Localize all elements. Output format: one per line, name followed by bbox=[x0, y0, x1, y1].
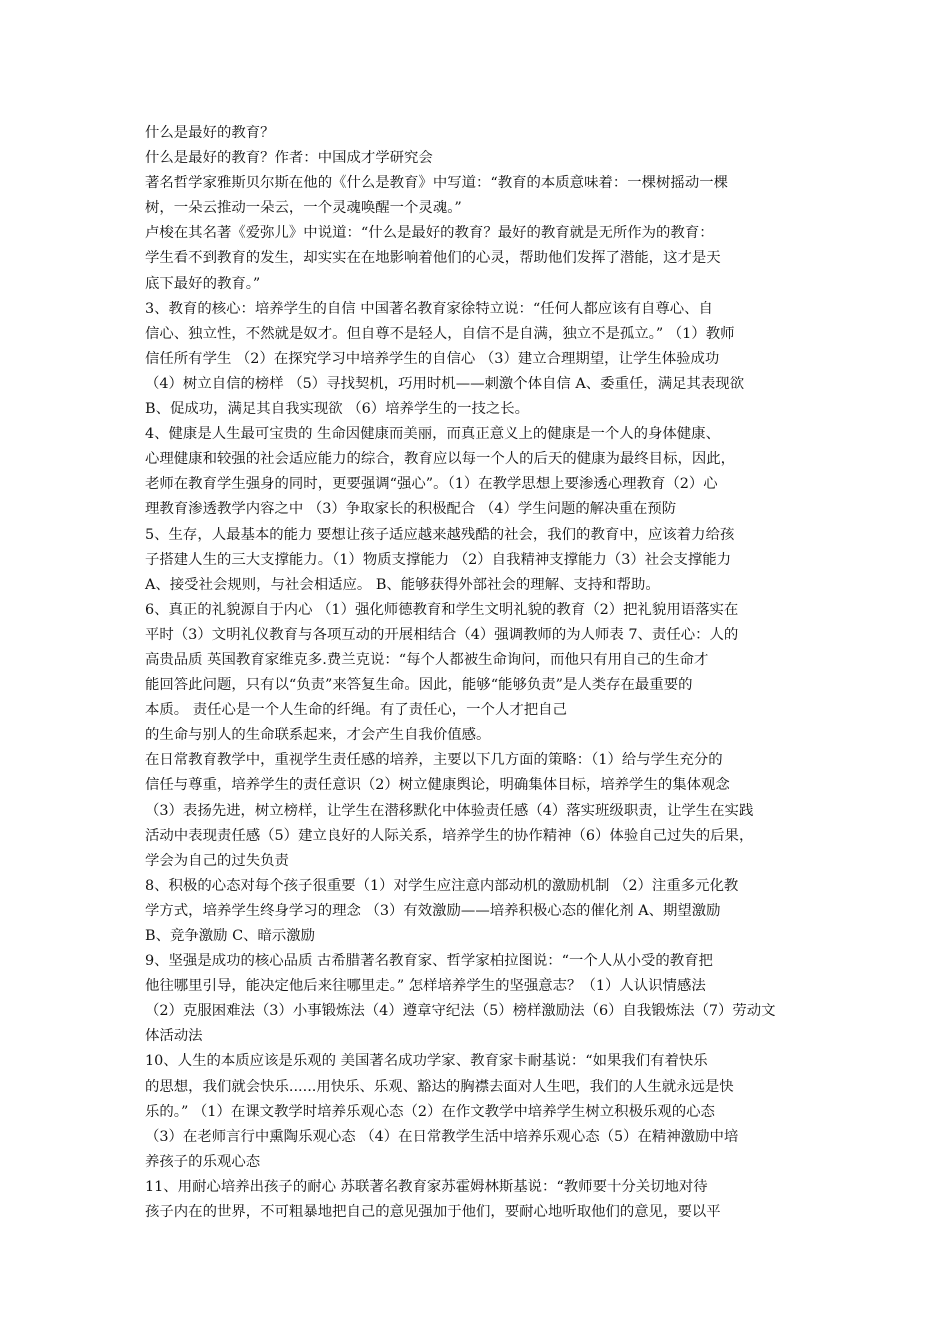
text-line: B、竞争激励 C、暗示激励 bbox=[145, 928, 316, 944]
text-line: 能回答此问题，只有以“负责”来答复生命。因此，能够“能够负责”是人类存在最重要的 bbox=[145, 677, 693, 694]
text-line: A、接受社会规则，与社会相适应。 B、能够获得外部社会的理解、支持和帮助。 bbox=[145, 576, 660, 593]
text-line: 理教育渗透教学内容之中 （3）争取家长的积极配合 （4）学生问题的解决重在预防 bbox=[145, 501, 677, 518]
text-line: 3、教育的核心：培养学生的自信 中国著名教育家徐特立说：“任何人都应该有自尊心、自 bbox=[145, 300, 713, 317]
document-title: 什么是最好的教育？ bbox=[145, 125, 275, 141]
text-line: （3）在老师言行中熏陶乐观心态 （4）在日常教学生活中培养乐观心态（5）在精神激励中培 bbox=[145, 1128, 739, 1145]
text-line: 平时（3）文明礼仪教育与各项互动的开展相结合（4）强调教师的为人师表 7、责任心：人的 bbox=[145, 626, 739, 643]
text-line: 底下最好的教育。” bbox=[145, 275, 261, 292]
text-line: B、促成功，满足其自我实现欲 （6）培养学生的一技之长。 bbox=[145, 401, 530, 418]
text-line: 4、健康是人生最可宝贵的 生命因健康而美丽，而真正意义上的健康是一个人的身体健康、 bbox=[145, 426, 720, 443]
text-line: 著名哲学家雅斯贝尔斯在他的《什么是教育》中写道：“教育的本质意味着：一棵树摇动一棵 bbox=[145, 175, 728, 192]
text-line: 10、人生的本质应该是乐观的 美国著名成功学家、教育家卡耐基说：“如果我们有着快乐 bbox=[145, 1053, 708, 1070]
text-line: 子搭建人生的三大支撑能力。（1）物质支撑能力 （2）自我精神支撑能力（3）社会支撑能力 bbox=[145, 551, 732, 568]
text-line: 乐的。” （1）在课文教学时培养乐观心态（2）在作文教学中培养学生树立积极乐观的心态 bbox=[145, 1103, 715, 1120]
text-line: 5、生存，人最基本的能力 要想让孩子适应越来越残酷的社会，我们的教育中，应该着力给孩 bbox=[145, 526, 735, 543]
text-line: 的生命与别人的生命联系起来，才会产生自我价值感。 bbox=[145, 727, 491, 744]
text-line: 他往哪里引导，能决定他后来往哪里走。” 怎样培养学生的坚强意志？（1）人认识情感法 bbox=[145, 978, 706, 995]
text-line: 信心、独立性，不然就是奴才。但自尊不是轻人，自信不是自满，独立不是孤立。” （1）教师 bbox=[145, 325, 735, 342]
text-line: 在日常教育教学中，重视学生责任感的培养，主要以下几方面的策略：（1）给与学生充分的 bbox=[145, 752, 723, 769]
text-line: 活动中表现责任感（5）建立良好的人际关系，培养学生的协作精神（6）体验自己过失的后果， bbox=[145, 827, 754, 844]
text-line: 11、用耐心培养出孩子的耐心 苏联著名教育家苏霍姆林斯基说：“教师要十分关切地对待 bbox=[145, 1178, 708, 1195]
text-line: 高贵品质 英国教育家维克多.费兰克说：“每个人都被生命询问，而他只有用自己的生命才 bbox=[145, 651, 709, 668]
text-line: 信任所有学生 （2）在探究学习中培养学生的自信心 （3）建立合理期望，让学生体验成功 bbox=[145, 350, 720, 367]
text-line: 卢梭在其名著《爱弥儿》中说道：“什么是最好的教育？最好的教育就是无所作为的教育： bbox=[145, 225, 714, 242]
text-line: 8、积极的心态对每个孩子很重要（1）对学生应注意内部动机的激励机制 （2）注重多元化教 bbox=[145, 877, 739, 894]
text-line: 信任与尊重，培养学生的责任意识（2）树立健康舆论，明确集体目标，培养学生的集体观念 bbox=[145, 777, 730, 794]
text-line: 树，一朵云推动一朵云，一个灵魂唤醒一个灵魂。” bbox=[145, 200, 462, 217]
text-line: 孩子内在的世界，不可粗暴地把自己的意见强加于他们，要耐心地听取他们的意见，要以平 bbox=[145, 1204, 721, 1221]
text-line: 什么是最好的教育？作者：中国成才学研究会 bbox=[145, 150, 433, 167]
text-line: （2）克服困难法（3）小事锻炼法（4）遵章守纪法（5）榜样激励法（6）自我锻炼法（7）劳动文 bbox=[145, 1003, 776, 1020]
text-line: 6、真正的礼貌源自于内心 （1）强化师德教育和学生文明礼貌的教育（2）把礼貌用语落实在 bbox=[145, 601, 739, 618]
text-line: 学会为自己的过失负责 bbox=[145, 852, 289, 869]
text-line: 体活动法 bbox=[145, 1028, 203, 1045]
text-line: （4）树立自信的榜样 （5）寻找契机，巧用时机——刺激个体自信 A、委重任，满足其表现欲 bbox=[145, 375, 745, 392]
text-line: 老师在教育学生强身的同时，更要强调“强心”。（1）在教学思想上要渗透心理教育（2）心 bbox=[145, 476, 718, 493]
document-body bbox=[145, 121, 810, 1225]
text-line: 心理健康和较强的社会适应能力的综合，教育应以每一个人的后天的健康为最终目标，因此， bbox=[145, 451, 736, 468]
text-line: 养孩子的乐观心态 bbox=[145, 1153, 261, 1170]
text-line: 本质。 责任心是一个人生命的纤绳。有了责任心，一个人才把自己 bbox=[145, 702, 567, 719]
text-line: （3）表扬先进，树立榜样，让学生在潜移默化中体验责任感（4）落实班级职责，让学生在实践 bbox=[145, 802, 754, 819]
text-line: 的思想，我们就会快乐......用快乐、乐观、豁达的胸襟去面对人生吧，我们的人生就永远是快 bbox=[145, 1078, 734, 1095]
text-line: 学生看不到教育的发生，却实实在在地影响着他们的心灵，帮助他们发挥了潜能，这才是天 bbox=[145, 250, 721, 267]
text-line: 学方式，培养学生终身学习的理念 （3）有效激励——培养积极心态的催化剂 A、期望激励 bbox=[145, 902, 721, 919]
text-line: 9、坚强是成功的核心品质 古希腊著名教育家、哲学家柏拉图说：“一个人从小受的教育把 bbox=[145, 953, 713, 970]
